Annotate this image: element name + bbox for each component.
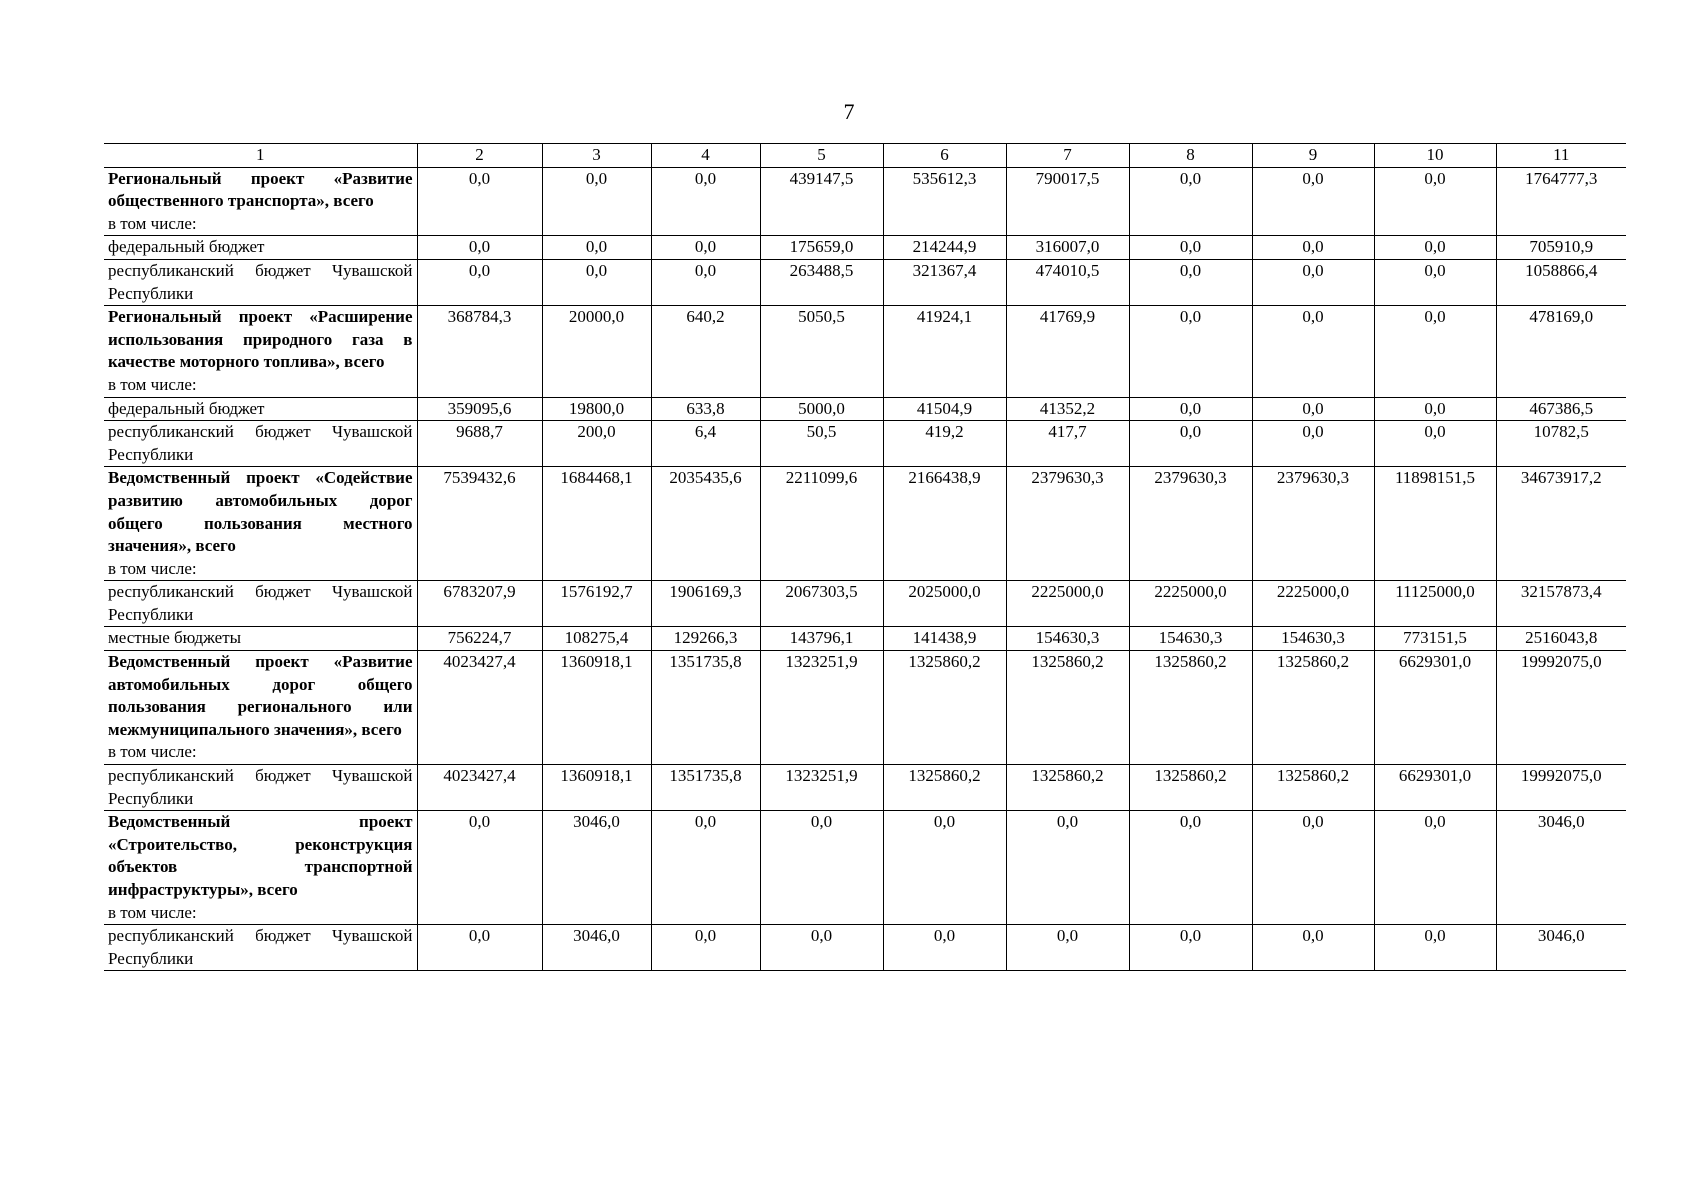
row-label-cell — [104, 236, 417, 260]
value-cell: 19992075,0 — [1496, 765, 1626, 811]
in-including-note: в том числе: — [108, 213, 197, 233]
value-cell: 0,0 — [1374, 167, 1496, 236]
table-row-source — [104, 925, 1626, 971]
table-row-project — [104, 651, 1626, 765]
value-cell: 1325860,2 — [1252, 765, 1374, 811]
value-cell: 705910,9 — [1496, 236, 1626, 260]
value-cell: 7539432,6 — [417, 467, 542, 581]
value-cell: 19800,0 — [542, 397, 651, 421]
value-cell: 321367,4 — [883, 259, 1006, 305]
value-cell: 1351735,8 — [651, 651, 760, 765]
value-cell: 9688,7 — [417, 421, 542, 467]
value-cell: 11898151,5 — [1374, 467, 1496, 581]
column-header: 3 — [542, 144, 651, 168]
value-cell: 5050,5 — [760, 306, 883, 397]
value-cell: 6629301,0 — [1374, 651, 1496, 765]
table-row-project — [104, 811, 1626, 925]
value-cell: 1058866,4 — [1496, 259, 1626, 305]
value-cell: 478169,0 — [1496, 306, 1626, 397]
value-cell: 1684468,1 — [542, 467, 651, 581]
value-cell: 154630,3 — [1252, 627, 1374, 651]
value-cell: 32157873,4 — [1496, 581, 1626, 627]
row-label-cell — [104, 259, 417, 305]
column-header: 2 — [417, 144, 542, 168]
table-row-source — [104, 397, 1626, 421]
in-including-note: в том числе: — [108, 374, 197, 394]
value-cell: 535612,3 — [883, 167, 1006, 236]
value-cell: 2225000,0 — [1129, 581, 1252, 627]
value-cell: 41769,9 — [1006, 306, 1129, 397]
value-cell: 175659,0 — [760, 236, 883, 260]
funding-source-label: республиканский бюджет Чувашской Республики — [108, 926, 413, 968]
value-cell: 0,0 — [417, 167, 542, 236]
value-cell: 419,2 — [883, 421, 1006, 467]
value-cell: 0,0 — [1006, 811, 1129, 925]
value-cell: 2166438,9 — [883, 467, 1006, 581]
value-cell: 0,0 — [883, 925, 1006, 971]
value-cell: 11125000,0 — [1374, 581, 1496, 627]
funding-source-label: местные бюджеты — [108, 628, 242, 648]
value-cell: 0,0 — [651, 236, 760, 260]
value-cell: 2379630,3 — [1129, 467, 1252, 581]
value-cell: 1360918,1 — [542, 651, 651, 765]
value-cell: 6783207,9 — [417, 581, 542, 627]
row-label-cell — [104, 651, 417, 765]
value-cell: 0,0 — [651, 811, 760, 925]
value-cell: 0,0 — [542, 167, 651, 236]
column-header: 7 — [1006, 144, 1129, 168]
value-cell: 0,0 — [1252, 397, 1374, 421]
value-cell: 0,0 — [1252, 811, 1374, 925]
column-header: 9 — [1252, 144, 1374, 168]
column-header: 6 — [883, 144, 1006, 168]
value-cell: 417,7 — [1006, 421, 1129, 467]
value-cell: 0,0 — [760, 925, 883, 971]
value-cell: 640,2 — [651, 306, 760, 397]
funding-source-label: федеральный бюджет — [108, 398, 265, 418]
value-cell: 1325860,2 — [883, 765, 1006, 811]
value-cell: 141438,9 — [883, 627, 1006, 651]
value-cell: 773151,5 — [1374, 627, 1496, 651]
value-cell: 19992075,0 — [1496, 651, 1626, 765]
value-cell: 1576192,7 — [542, 581, 651, 627]
value-cell: 200,0 — [542, 421, 651, 467]
value-cell: 0,0 — [1252, 306, 1374, 397]
value-cell: 474010,5 — [1006, 259, 1129, 305]
value-cell: 0,0 — [651, 259, 760, 305]
value-cell: 0,0 — [417, 811, 542, 925]
column-number-row — [104, 144, 1626, 168]
funding-source-label: республиканский бюджет Чувашской Республики — [108, 766, 413, 808]
value-cell: 108275,4 — [542, 627, 651, 651]
value-cell: 10782,5 — [1496, 421, 1626, 467]
value-cell: 2067303,5 — [760, 581, 883, 627]
value-cell: 790017,5 — [1006, 167, 1129, 236]
row-label-cell — [104, 627, 417, 651]
value-cell: 5000,0 — [760, 397, 883, 421]
value-cell: 1325860,2 — [1252, 651, 1374, 765]
value-cell: 0,0 — [542, 236, 651, 260]
column-header: 10 — [1374, 144, 1496, 168]
value-cell: 0,0 — [760, 811, 883, 925]
value-cell: 0,0 — [1129, 259, 1252, 305]
value-cell: 3046,0 — [1496, 925, 1626, 971]
row-label-cell — [104, 581, 417, 627]
value-cell: 2516043,8 — [1496, 627, 1626, 651]
value-cell: 467386,5 — [1496, 397, 1626, 421]
value-cell: 2379630,3 — [1252, 467, 1374, 581]
table-row-source — [104, 581, 1626, 627]
in-including-note: в том числе: — [108, 902, 197, 922]
row-label-cell — [104, 765, 417, 811]
value-cell: 0,0 — [1129, 421, 1252, 467]
row-label-cell — [104, 306, 417, 397]
value-cell: 0,0 — [1129, 925, 1252, 971]
project-title: Региональный проект «Расширение использования природного газа в качестве моторного топлива», всего — [108, 307, 413, 372]
value-cell: 368784,3 — [417, 306, 542, 397]
value-cell: 129266,3 — [651, 627, 760, 651]
value-cell: 41504,9 — [883, 397, 1006, 421]
budget-table — [104, 143, 1626, 971]
column-header: 1 — [104, 144, 417, 168]
value-cell: 1325860,2 — [1006, 765, 1129, 811]
value-cell: 0,0 — [651, 167, 760, 236]
table-row-source — [104, 236, 1626, 260]
page-number: 7 — [843, 99, 855, 124]
value-cell: 1325860,2 — [1129, 651, 1252, 765]
value-cell: 316007,0 — [1006, 236, 1129, 260]
value-cell: 0,0 — [417, 259, 542, 305]
value-cell: 0,0 — [1129, 236, 1252, 260]
value-cell: 3046,0 — [542, 925, 651, 971]
value-cell: 0,0 — [417, 236, 542, 260]
value-cell: 154630,3 — [1129, 627, 1252, 651]
value-cell: 439147,5 — [760, 167, 883, 236]
value-cell: 34673917,2 — [1496, 467, 1626, 581]
row-label-cell — [104, 167, 417, 236]
project-title: Ведомственный проект «Содействие развитию автомобильных дорог общего пользования местного значения», всего — [108, 468, 413, 556]
in-including-note: в том числе: — [108, 742, 197, 762]
value-cell: 263488,5 — [760, 259, 883, 305]
table-row-project — [104, 306, 1626, 397]
value-cell: 0,0 — [1252, 167, 1374, 236]
value-cell: 0,0 — [651, 925, 760, 971]
value-cell: 50,5 — [760, 421, 883, 467]
project-title: Ведомственный проект «Строительство, реконструкция объектов транспортной инфраструктуры», всего — [108, 812, 413, 899]
value-cell: 41352,2 — [1006, 397, 1129, 421]
value-cell: 0,0 — [1252, 925, 1374, 971]
value-cell: 2379630,3 — [1006, 467, 1129, 581]
value-cell: 6,4 — [651, 421, 760, 467]
value-cell: 1325860,2 — [1129, 765, 1252, 811]
table-row-source — [104, 421, 1626, 467]
value-cell: 0,0 — [1374, 811, 1496, 925]
column-header: 11 — [1496, 144, 1626, 168]
value-cell: 1323251,9 — [760, 651, 883, 765]
value-cell: 0,0 — [1374, 421, 1496, 467]
value-cell: 2211099,6 — [760, 467, 883, 581]
column-header: 5 — [760, 144, 883, 168]
value-cell: 1325860,2 — [1006, 651, 1129, 765]
value-cell: 214244,9 — [883, 236, 1006, 260]
project-title: Ведомственный проект «Развитие автомобильных дорог общего пользования регионального или межмуниципального значения», всего — [108, 652, 413, 739]
value-cell: 41924,1 — [883, 306, 1006, 397]
value-cell: 0,0 — [1374, 925, 1496, 971]
value-cell: 756224,7 — [417, 627, 542, 651]
value-cell: 3046,0 — [1496, 811, 1626, 925]
value-cell: 2025000,0 — [883, 581, 1006, 627]
value-cell: 1325860,2 — [883, 651, 1006, 765]
value-cell: 0,0 — [1129, 811, 1252, 925]
row-label-cell — [104, 811, 417, 925]
value-cell: 0,0 — [1252, 236, 1374, 260]
value-cell: 0,0 — [417, 925, 542, 971]
value-cell: 0,0 — [1374, 397, 1496, 421]
value-cell: 2035435,6 — [651, 467, 760, 581]
value-cell: 359095,6 — [417, 397, 542, 421]
value-cell: 0,0 — [542, 259, 651, 305]
value-cell: 143796,1 — [760, 627, 883, 651]
in-including-note: в том числе: — [108, 558, 197, 578]
row-label-cell — [104, 397, 417, 421]
value-cell: 20000,0 — [542, 306, 651, 397]
column-header: 8 — [1129, 144, 1252, 168]
value-cell: 0,0 — [883, 811, 1006, 925]
value-cell: 1906169,3 — [651, 581, 760, 627]
value-cell: 2225000,0 — [1252, 581, 1374, 627]
value-cell: 0,0 — [1129, 397, 1252, 421]
value-cell: 0,0 — [1252, 259, 1374, 305]
row-label-cell — [104, 421, 417, 467]
table-row-source — [104, 259, 1626, 305]
table-row-source — [104, 765, 1626, 811]
funding-source-label: республиканский бюджет Чувашской Республики — [108, 260, 413, 303]
row-label-cell — [104, 467, 417, 581]
row-label-cell — [104, 925, 417, 971]
value-cell: 4023427,4 — [417, 651, 542, 765]
value-cell: 0,0 — [1374, 259, 1496, 305]
column-header: 4 — [651, 144, 760, 168]
value-cell: 0,0 — [1129, 167, 1252, 236]
table-row-project — [104, 167, 1626, 236]
value-cell: 0,0 — [1006, 925, 1129, 971]
value-cell: 154630,3 — [1006, 627, 1129, 651]
funding-source-label: республиканский бюджет Чувашской Республики — [108, 422, 413, 464]
value-cell: 1351735,8 — [651, 765, 760, 811]
value-cell: 0,0 — [1252, 421, 1374, 467]
value-cell: 4023427,4 — [417, 765, 542, 811]
funding-source-label: федеральный бюджет — [108, 237, 265, 257]
value-cell: 0,0 — [1374, 236, 1496, 260]
value-cell: 1360918,1 — [542, 765, 651, 811]
value-cell: 633,8 — [651, 397, 760, 421]
value-cell: 6629301,0 — [1374, 765, 1496, 811]
value-cell: 1323251,9 — [760, 765, 883, 811]
value-cell: 1764777,3 — [1496, 167, 1626, 236]
value-cell: 2225000,0 — [1006, 581, 1129, 627]
value-cell: 0,0 — [1129, 306, 1252, 397]
value-cell: 0,0 — [1374, 306, 1496, 397]
value-cell: 3046,0 — [542, 811, 651, 925]
table-row-source — [104, 627, 1626, 651]
funding-source-label: республиканский бюджет Чувашской Республики — [108, 582, 413, 624]
project-title: Региональный проект «Развитие общественного транспорта», всего — [108, 168, 413, 211]
table-row-project — [104, 467, 1626, 581]
